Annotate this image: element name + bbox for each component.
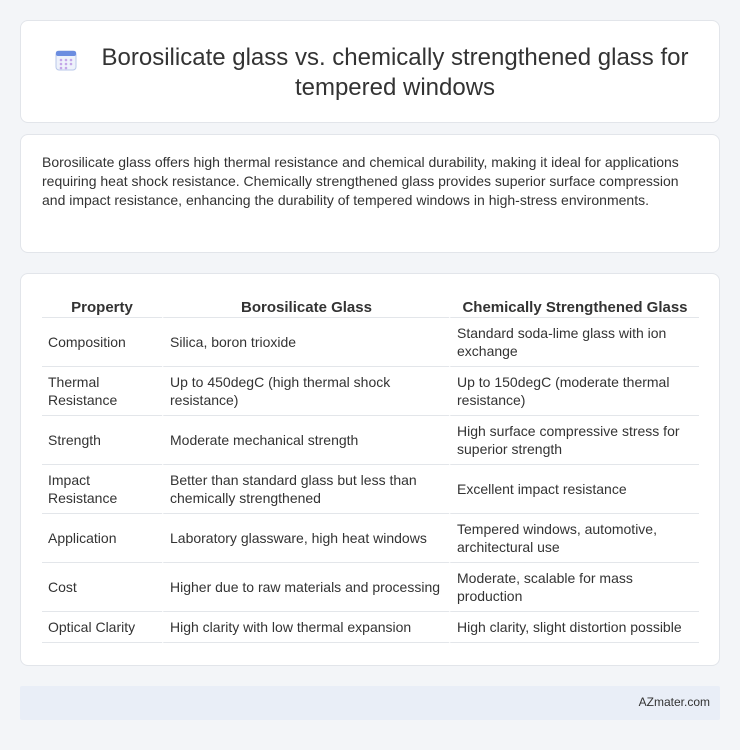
intro-card	[20, 134, 720, 253]
property-cell: Thermal Resistance	[42, 367, 162, 416]
intro-text: Borosilicate glass offers high thermal resistance and chemical durability, making it ideal for applications requiring heat shock resistance. Chemically strengthened glass provides superior surface compression and impact resistance, enhancing the durability of tempered windows in high-stress environments.	[42, 154, 679, 208]
title-card	[20, 20, 720, 123]
footer-brand: AZmater.com	[638, 695, 710, 709]
property-cell: Composition	[42, 318, 162, 367]
strengthened-cell: Excellent impact resistance	[449, 465, 699, 514]
borosilicate-cell: Up to 450degC (high thermal shock resistance)	[162, 367, 449, 416]
property-cell: Optical Clarity	[42, 612, 162, 643]
property-cell: Strength	[42, 416, 162, 465]
table-row	[42, 514, 699, 563]
borosilicate-cell: Moderate mechanical strength	[162, 416, 449, 465]
strengthened-cell: Moderate, scalable for mass production	[449, 563, 699, 612]
comparison-card	[20, 273, 720, 666]
strengthened-cell: Tempered windows, automotive, architectural use	[449, 514, 699, 563]
strengthened-cell: High surface compressive stress for superior strength	[449, 416, 699, 465]
column-header-chemically-strengthened: Chemically Strengthened Glass	[449, 296, 699, 318]
table-header-row	[42, 296, 699, 318]
table-row	[42, 367, 699, 416]
comparison-table	[42, 296, 699, 643]
column-header-borosilicate: Borosilicate Glass	[162, 296, 449, 318]
strengthened-cell: Standard soda-lime glass with ion exchange	[449, 318, 699, 367]
borosilicate-cell: Silica, boron trioxide	[162, 318, 449, 367]
strengthened-cell: Up to 150degC (moderate thermal resistance)	[449, 367, 699, 416]
table-row	[42, 563, 699, 612]
borosilicate-cell: Better than standard glass but less than chemically strengthened	[162, 465, 449, 514]
strengthened-cell: High clarity, slight distortion possible	[449, 612, 699, 643]
table-row	[42, 465, 699, 514]
page-title: Borosilicate glass vs. chemically strengthened glass for tempered windows	[101, 44, 689, 101]
property-cell: Impact Resistance	[42, 465, 162, 514]
property-cell: Application	[42, 514, 162, 563]
table-row	[42, 416, 699, 465]
borosilicate-cell: Higher due to raw materials and processing	[162, 563, 449, 612]
calendar-icon	[54, 48, 78, 72]
table-row	[42, 318, 699, 367]
borosilicate-cell: High clarity with low thermal expansion	[162, 612, 449, 643]
borosilicate-cell: Laboratory glassware, high heat windows	[162, 514, 449, 563]
footer-bar	[20, 686, 720, 720]
table-row	[42, 612, 699, 643]
column-header-property: Property	[42, 296, 162, 318]
property-cell: Cost	[42, 563, 162, 612]
